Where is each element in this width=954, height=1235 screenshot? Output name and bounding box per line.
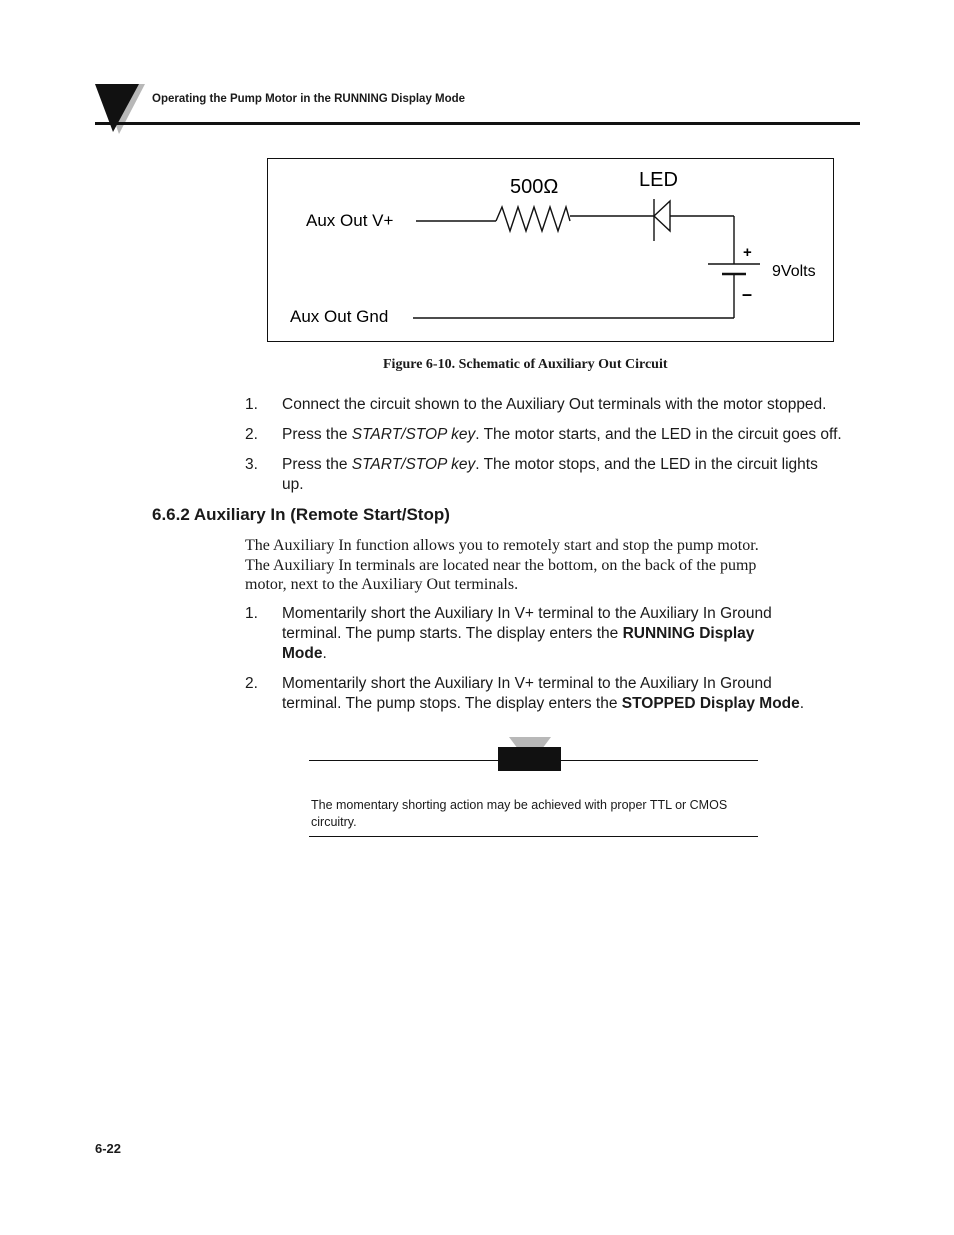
volts-label: 9Volts [772,263,816,280]
resistor-label: 500Ω [510,176,559,198]
page-number: 6-22 [95,1141,122,1156]
schematic-figure [267,158,834,342]
note-icon [497,737,563,773]
section-paragraph: The Auxiliary In function allows you to remotely start and stop the pump motor. The Auxiliary In terminals are located near the bottom, on the back of the pump motor, next to the Auxiliary Out terminals. [245,537,759,593]
section-title: 6.6.2 Auxiliary In (Remote Start/Stop) [152,505,450,524]
start-stop-key-text: START/STOP key [351,426,476,443]
header-title: Operating the Pump Motor in the RUNNING Display Mode [152,93,466,105]
note-bottom-rule [309,836,758,837]
header-triangle-logo [95,84,145,136]
stopped-display-bold: STOPPED Display Mode [621,695,800,712]
start-stop-key-text: START/STOP key [351,456,476,473]
circuit-wires [413,199,760,318]
header-rule [95,122,860,125]
note-text: The momentary shorting action may be achieved with proper TTL or CMOS circuitry. [311,798,728,829]
aux-out-gnd-label: Aux Out Gnd [290,307,389,326]
running-display-bold: RUNNING Display [622,625,755,642]
plus-label: + [743,244,752,261]
schematic-diagram [268,159,832,340]
aux-out-v-label: Aux Out V+ [306,211,394,230]
minus-label: – [742,284,753,304]
led-label: LED [639,169,678,191]
figure-caption: Figure 6-10. Schematic of Auxiliary Out Circuit [383,357,668,372]
